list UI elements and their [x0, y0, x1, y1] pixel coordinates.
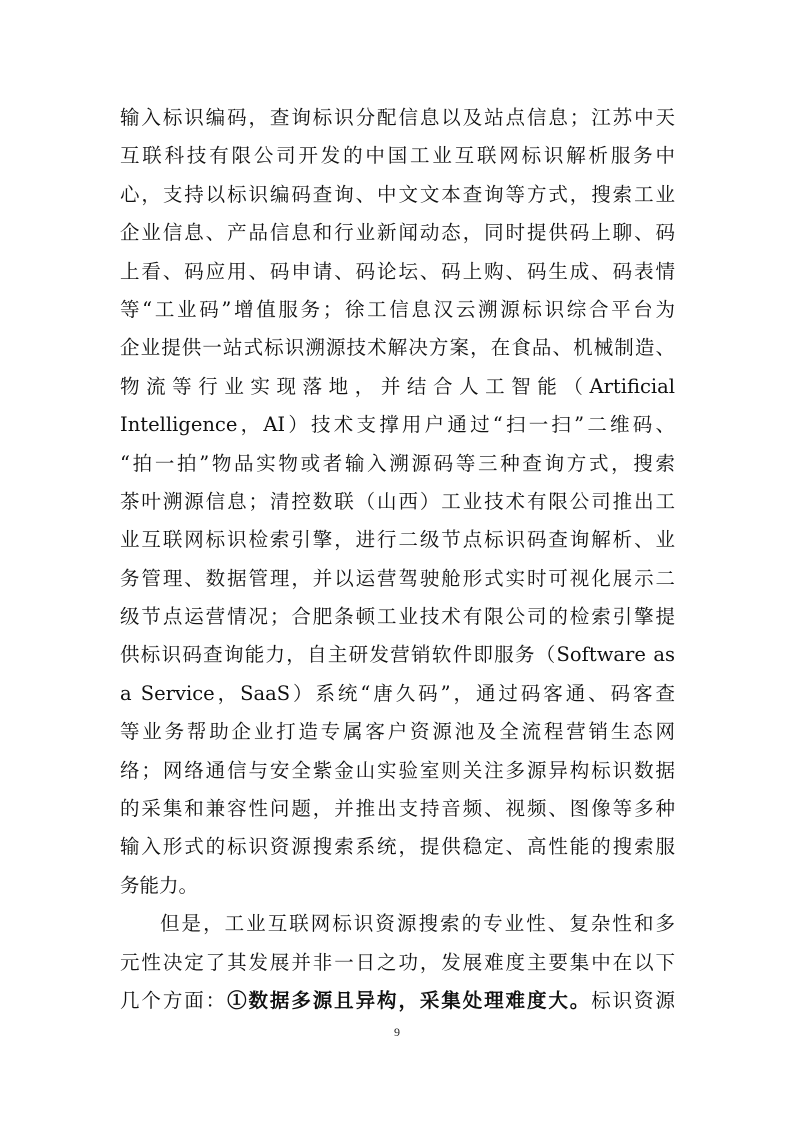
text-line: “拍一拍”物品实物或者输入溯源码等三种查询方式，搜索: [120, 451, 675, 475]
paragraph-1: [120, 99, 675, 905]
page-number: 9: [394, 1025, 400, 1039]
text-line: 元性决定了其发展并非一日之功，发展难度主要集中在以下: [120, 950, 675, 974]
text-line: 企业提供一站式标识溯源技术解决方案，在食品、机械制造、: [120, 336, 675, 360]
text-line: 上看、码应用、码申请、码论坛、码上购、码生成、码表情: [120, 259, 675, 283]
text-line: 互联科技有限公司开发的中国工业互联网标识解析服务中: [120, 144, 675, 168]
text-line: 务管理、数据管理，并以运营驾驶舱形式实时可视化展示二: [120, 566, 675, 590]
page-body: [120, 99, 675, 1020]
text-line: 的采集和兼容性问题，并推出支持音频、视频、图像等多种: [120, 797, 675, 821]
text-line: 心，支持以标识编码查询、中文文本查询等方式，搜索工业: [120, 182, 675, 206]
bold-heading-run: ①数据多源且异构，采集处理难度大。: [227, 988, 592, 1012]
text-line: 级节点运营情况；合肥条顿工业技术有限公司的检索引擎提: [120, 605, 675, 629]
text-line: 务能力。: [120, 873, 199, 897]
text-line: 供标识码查询能力，自主研发营销软件即服务（Software as: [120, 643, 675, 667]
text-line: 等业务帮助企业打造专属客户资源池及全流程营销生态网: [120, 720, 675, 744]
text-line: 络；网络通信与安全紫金山实验室则关注多源异构标识数据: [120, 758, 675, 782]
text-line: 企业信息、产品信息和行业新闻动态，同时提供码上聊、码: [120, 221, 675, 245]
text-run: 标识资源: [591, 988, 675, 1012]
text-line: 但是，工业互联网标识资源搜索的专业性、复杂性和多: [160, 912, 675, 936]
paragraph-2: [120, 905, 675, 1020]
text-line: 输入标识编码，查询标识分配信息以及站点信息；江苏中天: [120, 106, 675, 129]
text-line: 业互联网标识检索引擎，进行二级节点标识码查询解析、业: [120, 528, 675, 552]
text-line: 物流等行业实现落地，并结合人工智能（Artificial: [120, 374, 675, 398]
text-line: Intelligence，AI）技术支撑用户通过“扫一扫”二维码、: [120, 413, 675, 437]
text-run: 几个方面：: [120, 988, 228, 1012]
text-line: 输入形式的标识资源搜索系统，提供稳定、高性能的搜索服: [120, 835, 675, 859]
text-line: 茶叶溯源信息；清控数联（山西）工业技术有限公司推出工: [120, 489, 675, 513]
text-line: 等“工业码”增值服务；徐工信息汉云溯源标识综合平台为: [120, 297, 675, 321]
text-line: a Service，SaaS）系统“唐久码”，通过码客通、码客查: [120, 681, 675, 705]
text-line: [120, 982, 675, 1020]
